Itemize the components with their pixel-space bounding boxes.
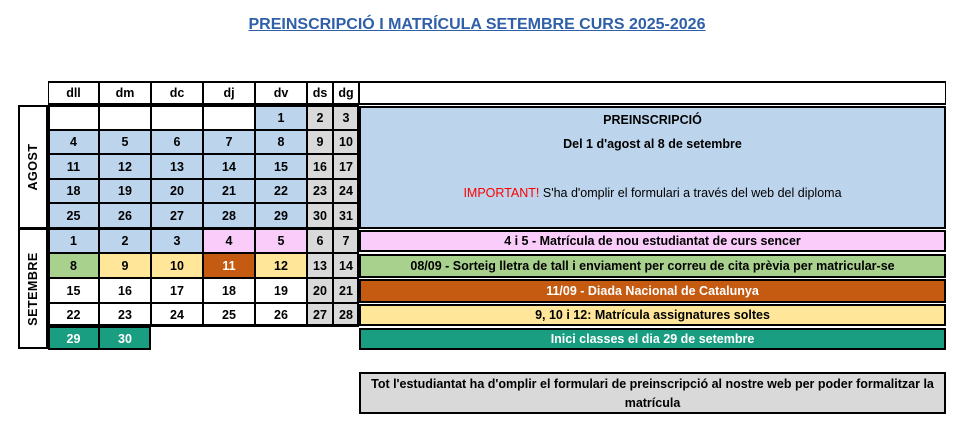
event-band: 11/09 - Diada Nacional de Catalunya: [359, 279, 946, 303]
event-band: Inici classes el dia 29 de setembre: [359, 328, 946, 350]
event-band: 08/09 - Sorteig lletra de tall i enviament per correu de cita prèvia per matricular-se: [359, 254, 946, 278]
calendar-day: 15: [255, 154, 307, 179]
calendar-day: 11: [203, 253, 255, 278]
calendar-day: 11: [48, 154, 99, 179]
calendar-day: 13: [307, 253, 333, 278]
calendar-day: 16: [307, 154, 333, 179]
calendar-day: [203, 105, 255, 130]
calendar-day: 28: [203, 203, 255, 229]
calendar-day: [48, 105, 99, 130]
calendar-day: 24: [151, 303, 203, 327]
preinscripcio-panel: [359, 106, 946, 229]
calendar-day: 23: [99, 303, 151, 327]
calendar-day: 5: [99, 130, 151, 154]
bottom-note: Tot l'estudiantat ha d'omplir el formulari de preinscripció al nostre web per poder formalitzar la matrícula: [359, 372, 946, 414]
weekday-header: dj: [203, 81, 255, 105]
calendar-day: 25: [203, 303, 255, 327]
calendar-day: [151, 105, 203, 130]
calendar-day: 13: [151, 154, 203, 179]
calendar-day: 10: [333, 130, 359, 154]
calendar-day: 28: [333, 303, 359, 327]
weekday-header: ds: [307, 81, 333, 105]
events-header-cell: [359, 81, 946, 105]
calendar-day: 14: [333, 253, 359, 278]
calendar-day: 14: [203, 154, 255, 179]
calendar-day: 25: [48, 203, 99, 229]
weekday-header: dc: [151, 81, 203, 105]
calendar-day: 9: [99, 253, 151, 278]
calendar-day: 29: [255, 203, 307, 229]
event-band: 4 i 5 - Matrícula de nou estudiantat de curs sencer: [359, 230, 946, 252]
event-band: 9, 10 i 12: Matrícula assignatures soltes: [359, 304, 946, 326]
calendar-day: 22: [48, 303, 99, 327]
calendar-day: 19: [255, 278, 307, 303]
calendar-day: 24: [333, 179, 359, 203]
month-label-setembre: [18, 228, 48, 349]
preinscripcio-title: PREINSCRIPCIÓ: [603, 113, 702, 127]
calendar-day: 26: [99, 203, 151, 229]
calendar-day: [99, 105, 151, 130]
calendar-day: 6: [307, 228, 333, 253]
calendar-day: 10: [151, 253, 203, 278]
calendar-day: 9: [307, 130, 333, 154]
calendar-day: 7: [333, 228, 359, 253]
calendar-day: 8: [48, 253, 99, 278]
calendar-day: 1: [255, 105, 307, 130]
calendar-day: 21: [333, 278, 359, 303]
calendar-day: 5: [255, 228, 307, 253]
calendar-day: 15: [48, 278, 99, 303]
calendar-day: 8: [255, 130, 307, 154]
calendar-day: 4: [48, 130, 99, 154]
calendar-day: 30: [307, 203, 333, 229]
calendar-day: 3: [151, 228, 203, 253]
calendar-day: 23: [307, 179, 333, 203]
calendar-day: 6: [151, 130, 203, 154]
calendar-day: 19: [99, 179, 151, 203]
month-label-agost-text: AGOST: [26, 143, 40, 191]
important-label: IMPORTANT!: [463, 186, 540, 200]
preinscripcio-dates: Del 1 d'agost al 8 de setembre: [563, 137, 742, 151]
calendar-day: 18: [203, 278, 255, 303]
weekday-header: dv: [255, 81, 307, 105]
calendar-day: 20: [151, 179, 203, 203]
calendar-day: 17: [151, 278, 203, 303]
calendar-day: 30: [99, 327, 151, 350]
calendar-day: 12: [99, 154, 151, 179]
calendar-day: 18: [48, 179, 99, 203]
month-label-agost: [18, 105, 48, 229]
calendar-day: 4: [203, 228, 255, 253]
weekday-header: dm: [99, 81, 151, 105]
calendar-day: 2: [307, 105, 333, 130]
calendar-day: 27: [307, 303, 333, 327]
calendar-day: 26: [255, 303, 307, 327]
calendar-day: 1: [48, 228, 99, 253]
calendar-day: 3: [333, 105, 359, 130]
page-title: PREINSCRIPCIÓ I MATRÍCULA SETEMBRE CURS 2025-2026: [248, 16, 706, 33]
month-label-setembre-text: SETEMBRE: [26, 251, 40, 326]
calendar-day: 17: [333, 154, 359, 179]
calendar-day: 7: [203, 130, 255, 154]
calendar-day: 22: [255, 179, 307, 203]
calendar-day: 16: [99, 278, 151, 303]
weekday-header: dll: [48, 81, 99, 105]
calendar-day: 29: [48, 327, 99, 350]
calendar-day: 31: [333, 203, 359, 229]
weekday-header: dg: [333, 81, 359, 105]
calendar-day: 20: [307, 278, 333, 303]
calendar-day: 21: [203, 179, 255, 203]
calendar-day: 2: [99, 228, 151, 253]
preinscripcio-important: [361, 186, 944, 200]
calendar-day: 27: [151, 203, 203, 229]
calendar-day: 12: [255, 253, 307, 278]
important-text: S'ha d'omplir el formulari a través del web del diploma: [539, 186, 842, 200]
